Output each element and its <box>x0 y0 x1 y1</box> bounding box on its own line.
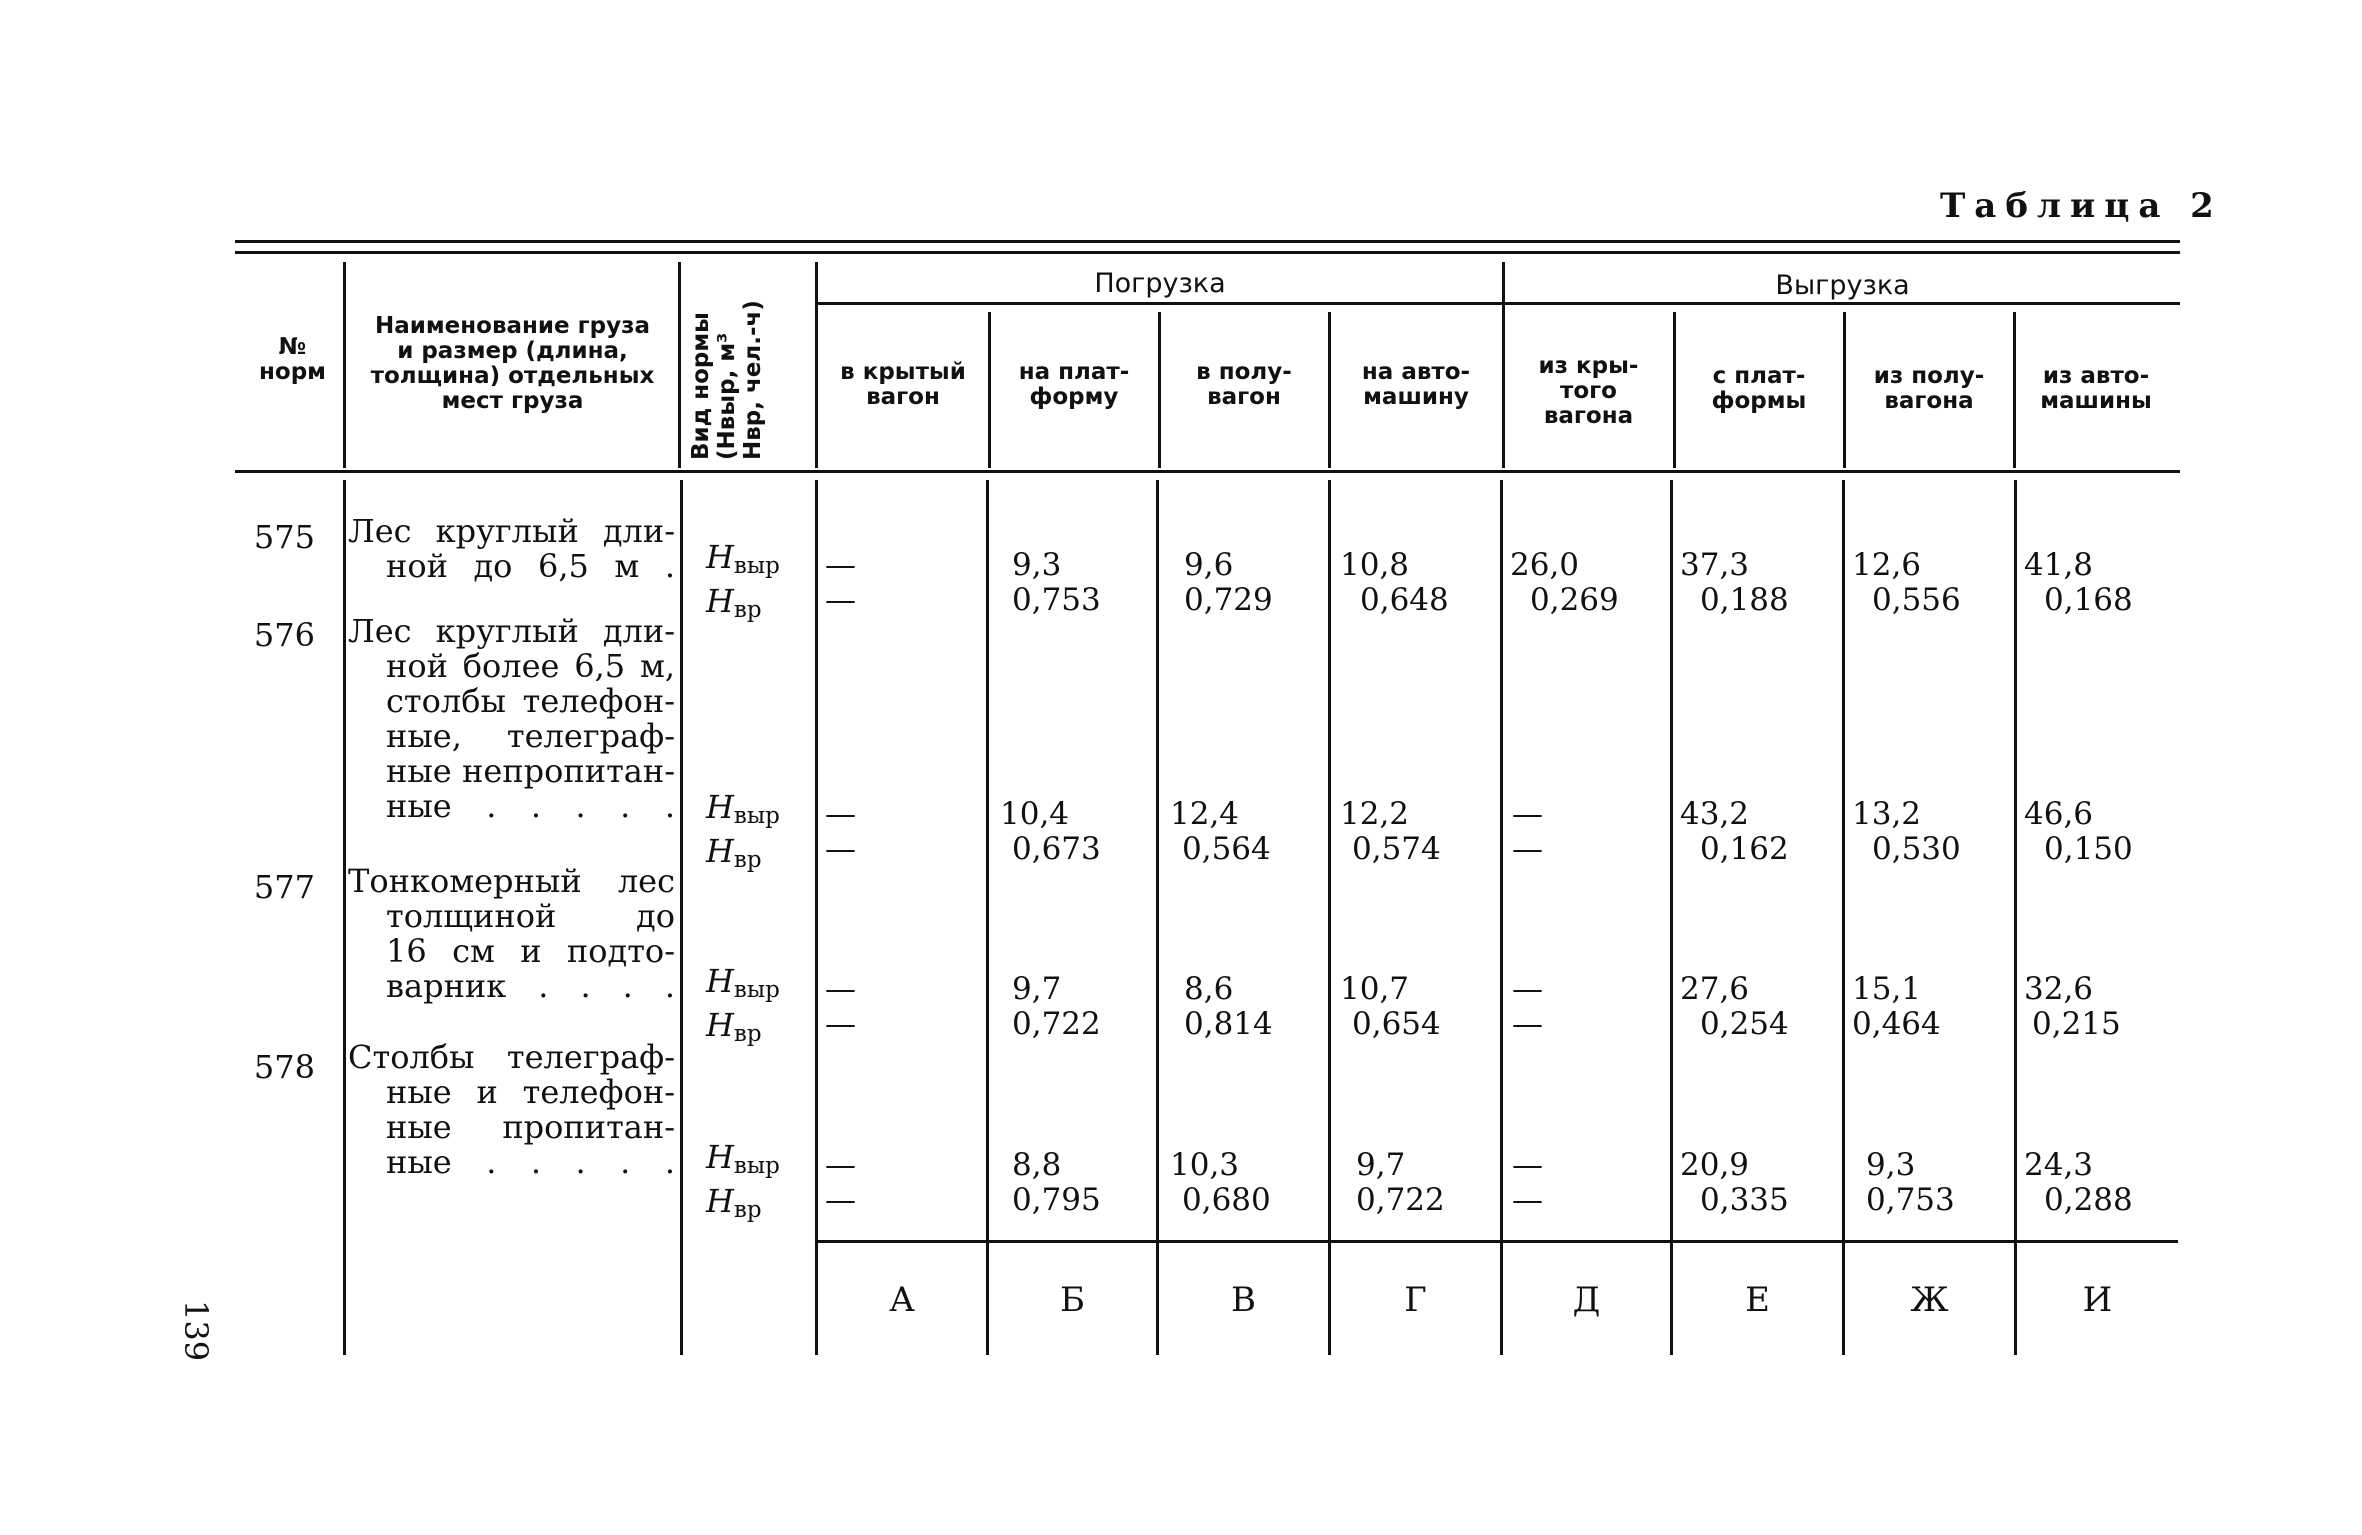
body-divider <box>815 480 818 1355</box>
header-number-line: № <box>278 334 307 360</box>
header-norm-kind <box>688 300 766 460</box>
kind-letter: Н <box>706 1006 734 1044</box>
cell-unload-covered <box>1512 797 1543 867</box>
row-number: 575 <box>253 518 315 556</box>
header-line: с плат- <box>1712 363 1806 389</box>
cell-value: 9,6 <box>1184 547 1234 583</box>
cell-unload-truck <box>2024 548 2133 618</box>
cell-value: 10,7 <box>1340 971 1410 1007</box>
cell-unload-covered <box>1512 972 1543 1042</box>
kind-sub: вр <box>733 1021 762 1047</box>
cell-value: — <box>825 831 856 867</box>
body-divider <box>343 480 346 1355</box>
header-load-covered <box>820 360 986 410</box>
column-letter: И <box>2082 1280 2113 1320</box>
header-line: на авто- <box>1361 359 1471 385</box>
cell-unload-platform <box>1680 1148 1789 1218</box>
header-line: вагон <box>1207 384 1281 410</box>
top-rule-2 <box>235 251 2180 254</box>
cell-load-covered <box>825 972 856 1042</box>
header-load-truck <box>1331 360 1501 410</box>
cell-value: 9,7 <box>1356 1147 1406 1183</box>
page-number: 139 <box>177 1300 215 1362</box>
cell-value: 12,2 <box>1340 796 1410 832</box>
kind-letter: Н <box>706 832 734 870</box>
cell-load-platform <box>1012 548 1101 618</box>
cargo-line: варник . . . . <box>386 967 675 1005</box>
cell-load-platform <box>1012 972 1101 1042</box>
cell-unload-platform <box>1680 972 1789 1042</box>
header-unload-covered <box>1505 354 1672 429</box>
cell-load-gondola <box>1170 797 1271 867</box>
cell-unload-truck <box>2024 797 2133 867</box>
cell-value: 9,3 <box>1012 547 1062 583</box>
header-line: из полу- <box>1873 363 1985 389</box>
kind-letter: Н <box>706 582 734 620</box>
body-divider <box>680 480 683 1355</box>
header-line: машину <box>1363 384 1469 410</box>
header-unload-platform <box>1676 364 1842 414</box>
header-line: форму <box>1029 384 1119 410</box>
cargo-line: ные и телефон- <box>386 1073 675 1111</box>
cargo-line: столбы телефон- <box>386 682 675 720</box>
header-load-gondola <box>1161 360 1327 410</box>
row-kind <box>706 1140 780 1228</box>
cell-value: 12,6 <box>1852 547 1922 583</box>
kind-letter: Н <box>706 1182 734 1220</box>
row-cargo-name <box>348 514 675 584</box>
load-group-rule <box>818 302 1502 305</box>
cell-unload-gondola <box>1852 972 1941 1042</box>
header-name-line: и размер (длина, <box>397 338 628 364</box>
cell-value: — <box>1512 1006 1543 1042</box>
column-letter: В <box>1231 1280 1256 1320</box>
header-line: вагон <box>866 384 940 410</box>
cell-value: 0,530 <box>1872 831 1961 867</box>
cargo-line: ные . . . . . <box>386 1143 675 1181</box>
header-line: того <box>1560 378 1617 404</box>
row-number: 577 <box>253 868 315 906</box>
cargo-line: Лес круглый дли- <box>348 512 675 550</box>
cell-value: 0,215 <box>2032 1006 2121 1042</box>
row-number: 578 <box>253 1048 315 1086</box>
cell-value: 0,162 <box>1700 831 1789 867</box>
kind-sub: вр <box>733 597 762 623</box>
cargo-line: Столбы телеграф- <box>348 1038 675 1076</box>
cargo-line: Тонкомерный лес <box>348 862 675 900</box>
cell-value: 0,254 <box>1700 1006 1789 1042</box>
cell-value: 9,3 <box>1866 1147 1916 1183</box>
cell-value: 13,2 <box>1852 796 1922 832</box>
cell-value: 0,168 <box>2044 582 2133 618</box>
cargo-line: ные, телеграф- <box>386 717 675 755</box>
header-line: из авто- <box>2042 363 2150 389</box>
header-unload-truck <box>2016 364 2176 414</box>
cell-value: 0,729 <box>1184 582 1273 618</box>
header-line: вагона <box>1884 388 1974 414</box>
cell-value: 20,9 <box>1680 1147 1750 1183</box>
header-divider <box>678 262 681 468</box>
cell-value: — <box>825 971 856 1007</box>
kind-sub: выр <box>733 1153 780 1179</box>
kind-time <box>706 834 780 878</box>
cell-value: 8,8 <box>1012 1147 1062 1183</box>
header-unload-gondola <box>1846 364 2012 414</box>
kind-time <box>706 584 780 628</box>
cell-load-gondola <box>1170 1148 1271 1218</box>
kind-output <box>706 540 780 584</box>
cell-value: 10,8 <box>1340 547 1410 583</box>
row-cargo-name <box>348 614 675 824</box>
cell-unload-truck <box>2024 1148 2133 1218</box>
cargo-line: ные непропитан- <box>386 752 675 790</box>
cell-value: — <box>825 547 856 583</box>
kind-sub: выр <box>733 977 780 1003</box>
kind-output <box>706 964 780 1008</box>
cell-unload-platform <box>1680 548 1789 618</box>
cell-load-truck <box>1340 548 1449 618</box>
letters-rule <box>818 1240 2178 1243</box>
kind-letter: Н <box>706 538 734 576</box>
body-divider <box>1670 480 1673 1355</box>
cell-value: 9,7 <box>1012 971 1062 1007</box>
column-letter: Г <box>1404 1280 1427 1320</box>
cell-value: 10,3 <box>1170 1147 1240 1183</box>
cell-value: — <box>825 796 856 832</box>
kind-sub: вр <box>733 847 762 873</box>
header-line: на плат- <box>1018 359 1130 385</box>
cell-load-covered <box>825 797 856 867</box>
column-letter: Д <box>1572 1280 1601 1320</box>
header-number <box>245 335 340 385</box>
table-caption: Таблица 2 <box>1940 186 2223 226</box>
header-line: формы <box>1711 388 1807 414</box>
row-cargo-name <box>348 1040 675 1180</box>
group-load-title: Погрузка <box>1094 268 1226 299</box>
header-line: из кры- <box>1538 353 1639 379</box>
cell-load-gondola <box>1184 548 1273 618</box>
cell-value: 0,722 <box>1012 1006 1101 1042</box>
kind-letter: Н <box>706 1138 734 1176</box>
cell-value: — <box>1512 1147 1543 1183</box>
body-divider <box>986 480 989 1355</box>
cell-value: — <box>825 582 856 618</box>
column-letter: Б <box>1060 1280 1085 1320</box>
cell-unload-gondola <box>1852 797 1961 867</box>
header-rule <box>235 470 2180 473</box>
body-divider <box>1842 480 1845 1355</box>
cell-value: 0,335 <box>1700 1182 1789 1218</box>
cell-value: 0,753 <box>1012 582 1101 618</box>
cell-unload-gondola <box>1852 548 1961 618</box>
cell-value: 8,6 <box>1184 971 1234 1007</box>
cell-value: 26,0 <box>1510 547 1580 583</box>
cell-load-truck <box>1356 1148 1445 1218</box>
header-kind-line: Нвр, чел.-ч) <box>740 300 766 460</box>
row-kind <box>706 790 780 878</box>
cell-unload-covered <box>1510 548 1619 618</box>
kind-time <box>706 1008 780 1052</box>
kind-sub: вр <box>733 1197 762 1223</box>
row-kind <box>706 964 780 1052</box>
cell-value: 0,188 <box>1700 582 1789 618</box>
cell-value: 0,673 <box>1012 831 1101 867</box>
header-name-line: мест груза <box>441 388 584 414</box>
cell-load-truck <box>1340 797 1441 867</box>
column-letter: Ж <box>1910 1280 1949 1320</box>
header-kind-line: (Нвыр, м³ <box>714 332 740 460</box>
cell-value: — <box>1512 796 1543 832</box>
cell-value: 0,269 <box>1530 582 1619 618</box>
cell-value: 0,753 <box>1866 1182 1955 1218</box>
column-letter: Е <box>1745 1280 1770 1320</box>
header-line: в полу- <box>1196 359 1292 385</box>
cargo-line: ные . . . . . <box>386 787 675 825</box>
cell-value: 0,795 <box>1012 1182 1101 1218</box>
kind-letter: Н <box>706 962 734 1000</box>
kind-output <box>706 790 780 834</box>
cargo-line: Лес круглый дли- <box>348 612 675 650</box>
row-number: 576 <box>253 616 315 654</box>
cell-unload-covered <box>1512 1148 1543 1218</box>
cell-value: 27,6 <box>1680 971 1750 1007</box>
cell-value: 0,654 <box>1352 1006 1441 1042</box>
unload-group-rule <box>1505 302 2180 305</box>
cargo-line: ной до 6,5 м . <box>386 547 675 585</box>
cell-unload-truck <box>2024 972 2121 1042</box>
kind-sub: выр <box>733 553 780 579</box>
cargo-line: ной более 6,5 м, <box>386 647 675 685</box>
cell-value: 0,814 <box>1184 1006 1273 1042</box>
header-line: вагона <box>1543 403 1634 429</box>
cell-value: 37,3 <box>1680 547 1750 583</box>
header-name <box>350 314 675 414</box>
cell-value: 0,722 <box>1356 1182 1445 1218</box>
cell-value: 24,3 <box>2024 1147 2094 1183</box>
cell-value: 41,8 <box>2024 547 2094 583</box>
cell-value: — <box>1512 971 1543 1007</box>
cell-value: — <box>825 1006 856 1042</box>
cell-load-truck <box>1340 972 1441 1042</box>
cargo-line: 16 см и подто- <box>386 932 675 970</box>
body-divider <box>1500 480 1503 1355</box>
kind-time <box>706 1184 780 1228</box>
cell-value: 0,288 <box>2044 1182 2133 1218</box>
header-name-line: Наименование груза <box>374 313 651 339</box>
cell-load-platform <box>1000 797 1101 867</box>
column-letter: А <box>889 1280 915 1320</box>
header-line: в крытый <box>840 359 966 385</box>
cell-value: 0,464 <box>1852 1006 1941 1042</box>
cell-value: 15,1 <box>1852 971 1922 1007</box>
header-line: машины <box>2040 388 2152 414</box>
header-kind-line: Вид нормы <box>688 312 714 460</box>
cell-value: — <box>825 1147 856 1183</box>
top-rule <box>235 240 2180 243</box>
cell-unload-gondola <box>1866 1148 1955 1218</box>
cell-value: 0,680 <box>1182 1182 1271 1218</box>
cell-value: — <box>1512 1182 1543 1218</box>
cell-value: 0,648 <box>1360 582 1449 618</box>
cell-value: — <box>825 1182 856 1218</box>
cell-value: 43,2 <box>1680 796 1750 832</box>
cell-value: 0,564 <box>1182 831 1271 867</box>
header-number-line: норм <box>259 359 326 385</box>
row-kind <box>706 540 780 628</box>
cell-value: 0,150 <box>2044 831 2133 867</box>
kind-letter: Н <box>706 788 734 826</box>
group-unload-title: Выгрузка <box>1775 270 1910 301</box>
cell-value: 0,574 <box>1352 831 1441 867</box>
body-divider <box>2014 480 2017 1355</box>
cell-load-gondola <box>1184 972 1273 1042</box>
kind-output <box>706 1140 780 1184</box>
body-divider <box>1156 480 1159 1355</box>
cell-load-covered <box>825 1148 856 1218</box>
header-divider <box>343 262 346 468</box>
cargo-line: толщиной до <box>386 897 675 935</box>
header-name-line: толщина) отдельных <box>370 363 655 389</box>
header-load-platform <box>991 360 1157 410</box>
cell-unload-platform <box>1680 797 1789 867</box>
kind-sub: выр <box>733 803 780 829</box>
cell-value: 0,556 <box>1872 582 1961 618</box>
cargo-line: ные пропитан- <box>386 1108 675 1146</box>
cell-value: — <box>1512 831 1543 867</box>
row-cargo-name <box>348 864 675 1004</box>
cell-load-platform <box>1012 1148 1101 1218</box>
body-divider <box>1328 480 1331 1355</box>
cell-value: 10,4 <box>1000 796 1070 832</box>
cell-value: 32,6 <box>2024 971 2094 1007</box>
cell-value: 12,4 <box>1170 796 1240 832</box>
cell-value: 46,6 <box>2024 796 2094 832</box>
cell-load-covered <box>825 548 856 618</box>
